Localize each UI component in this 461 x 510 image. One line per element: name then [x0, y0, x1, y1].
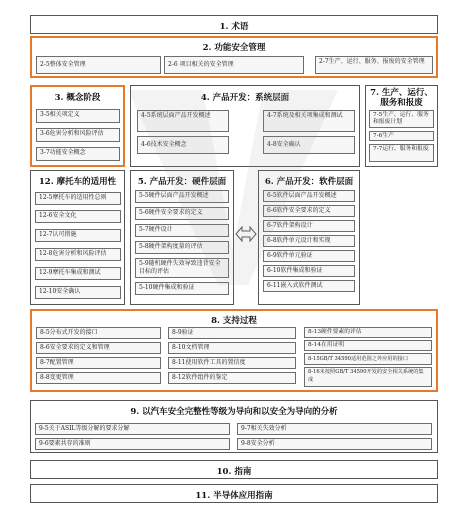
cell-4-7: 4-7系统及相关项集成和测试 — [263, 110, 355, 132]
cell-6-9: 6-9软件单元验证 — [263, 250, 355, 262]
cell-8-7: 8-7配置管理 — [36, 357, 161, 369]
cell-8-6: 8-6安全要求的定义和管理 — [36, 342, 161, 354]
cell-9-6: 9-6要素共存的准则 — [35, 438, 230, 450]
cell-8-14: 8-14在用证明 — [304, 340, 432, 351]
section-9-asil-analysis — [30, 400, 438, 453]
cell-8-15: 8-15GB/T 34590适用范围之外应用的接口 — [304, 353, 432, 365]
cell-8-11: 8-11使用软件工具的置信度 — [168, 357, 296, 369]
cell-4-5: 4-5系统层面产品开发概述 — [137, 110, 229, 132]
cell-5-9: 5-9随机硬件失效导致违背安全目标的评估 — [135, 258, 229, 278]
section-10-title: 10. 指南 — [216, 467, 252, 477]
section-8-title: 8. 支持过程 — [211, 316, 257, 326]
cell-12-7: 12-7认可措施 — [35, 229, 121, 242]
cell-6-6: 6-6软件安全要求的定义 — [263, 205, 355, 217]
cell-4-8: 4-8安全确认 — [263, 136, 355, 154]
cell-9-7: 9-7相关失效分析 — [237, 423, 432, 435]
cell-9-8: 9-8安全分析 — [237, 438, 432, 450]
cell-5-8: 5-8硬件架构度量的评估 — [135, 241, 229, 254]
cell-12-10: 12-10安全确认 — [35, 286, 121, 299]
section-3-concept-phase — [30, 85, 125, 167]
cell-8-10: 8-10文档管理 — [168, 342, 296, 354]
cell-8-12: 8-12软件组件的鉴定 — [168, 372, 296, 384]
cell-9-5: 9-5关于ASIL等级分解的要求分解 — [35, 423, 230, 435]
section-12-title: 12. 摩托车的适用性 — [38, 177, 117, 187]
cell-6-10: 6-10软件集成和验证 — [263, 265, 355, 277]
cell-4-6: 4-6技术安全概念 — [137, 136, 229, 154]
section-8-supporting-processes — [30, 309, 438, 392]
cell-6-8: 6-8软件单元设计和实现 — [263, 235, 355, 247]
cell-12-5: 12-5摩托车的适用性总则 — [35, 192, 121, 205]
section-6-software-level — [258, 170, 360, 305]
cell-6-11: 6-11嵌入式软件测试 — [263, 280, 355, 292]
cell-2-7: 2-7生产、运行、服务、报废的安全管理 — [315, 56, 433, 74]
section-12-motorcycle — [30, 170, 125, 305]
section-7-title: 7. 生产、运行、服务和报废 — [370, 88, 433, 108]
cell-6-7: 6-7软件架构设计 — [263, 220, 355, 232]
section-2-safety-management — [30, 36, 438, 78]
cell-6-5: 6-5软件层面产品开发概述 — [263, 190, 355, 202]
cell-7-7: 7-7运行、服务和报废 — [369, 144, 434, 162]
section-9-title: 9. 以汽车安全完整性等级为导向和以安全为导向的分析 — [130, 407, 338, 417]
section-5-title: 5. 产品开发：硬件层面 — [137, 177, 227, 187]
cell-2-6: 2-6 项目相关的安全管理 — [164, 56, 304, 74]
cell-3-6: 3-6危害分析和风险评估 — [36, 128, 120, 142]
cell-12-6: 12-6安全文化 — [35, 210, 121, 223]
cell-5-10: 5-10硬件集成和验证 — [135, 282, 229, 295]
cell-8-5: 8-5分布式开发的接口 — [36, 327, 161, 339]
cell-8-16: 8-16未按照GB/T 34590开发的安全相关系统的集成 — [304, 367, 432, 387]
section-11-semiconductor-guideline — [30, 484, 438, 503]
section-5-hardware-level — [130, 170, 234, 305]
section-10-guideline — [30, 460, 438, 479]
cell-5-6: 5-6硬件安全要求的定义 — [135, 207, 229, 220]
section-3-title: 3. 概念阶段 — [54, 93, 101, 103]
cell-8-8: 8-8变更管理 — [36, 372, 161, 384]
section-1-title: 1. 术语 — [219, 22, 249, 32]
cell-5-7: 5-7硬件设计 — [135, 224, 229, 237]
section-6-title: 6. 产品开发：软件层面 — [264, 177, 354, 187]
cell-12-9: 12-9摩托车集成和测试 — [35, 267, 121, 280]
cell-7-5: 7-5生产、运行、服务和报废计划 — [369, 110, 434, 128]
cell-8-9: 8-9验证 — [168, 327, 296, 339]
hw-sw-double-arrow-icon — [234, 222, 258, 246]
section-1-terminology — [30, 15, 438, 34]
cell-12-8: 12-8危害分析和风险评估 — [35, 248, 121, 261]
section-7-production — [365, 85, 438, 167]
cell-3-5: 3-5相关项定义 — [36, 109, 120, 123]
cell-7-6: 7-6生产 — [369, 131, 434, 141]
section-4-system-level — [130, 85, 360, 167]
cell-8-13: 8-13硬件要素的评估 — [304, 327, 432, 338]
cell-2-5: 2-5整体安全管理 — [36, 56, 161, 74]
cell-5-5: 5-5硬件层面产品开发概述 — [135, 190, 229, 203]
section-11-title: 11. 半导体应用指南 — [195, 491, 273, 501]
section-4-title: 4. 产品开发：系统层面 — [200, 93, 290, 103]
cell-3-7: 3-7功能安全概念 — [36, 147, 120, 161]
section-2-title: 2. 功能安全管理 — [202, 43, 266, 53]
